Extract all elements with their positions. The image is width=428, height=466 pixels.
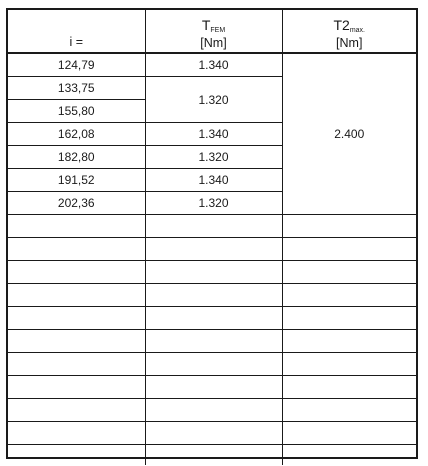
header-t-fem-symbol: T	[201, 17, 211, 33]
empty-cell	[8, 353, 145, 376]
empty-cell	[282, 445, 416, 466]
empty-cell	[145, 215, 282, 238]
empty-row	[8, 215, 416, 238]
cell-ratio: 182,80	[8, 146, 145, 169]
cell-t-fem: 1.320	[145, 146, 282, 169]
empty-cell	[8, 376, 145, 399]
empty-row	[8, 353, 416, 376]
header-t-fem-unit: [Nm]	[200, 36, 227, 50]
cell-ratio: 191,52	[8, 169, 145, 192]
empty-cell	[145, 330, 282, 353]
empty-cell	[145, 284, 282, 307]
empty-cell	[282, 399, 416, 422]
header-ratio	[8, 10, 145, 53]
empty-cell	[8, 330, 145, 353]
header-t2-max-symbol: T2	[333, 17, 350, 33]
cell-t-fem: 1.340	[145, 53, 282, 77]
empty-cell	[8, 284, 145, 307]
empty-cell	[282, 261, 416, 284]
empty-row	[8, 307, 416, 330]
empty-row	[8, 330, 416, 353]
empty-cell	[8, 215, 145, 238]
empty-cell	[8, 422, 145, 445]
ratio-torque-table	[8, 10, 416, 465]
cell-t-fem: 1.320	[145, 192, 282, 215]
empty-cell	[282, 215, 416, 238]
empty-cell	[8, 261, 145, 284]
empty-cell	[8, 445, 145, 466]
table-body	[8, 53, 416, 465]
empty-cell	[145, 376, 282, 399]
empty-cell	[282, 238, 416, 261]
empty-cell	[282, 376, 416, 399]
empty-cell	[145, 353, 282, 376]
empty-cell	[145, 422, 282, 445]
empty-cell	[145, 445, 282, 466]
cell-ratio: 133,75	[8, 77, 145, 100]
empty-row	[8, 399, 416, 422]
empty-cell	[145, 261, 282, 284]
empty-row	[8, 238, 416, 261]
empty-row	[8, 284, 416, 307]
header-t-fem-subscript: FEM	[210, 27, 226, 34]
cell-ratio: 202,36	[8, 192, 145, 215]
cell-ratio: 155,80	[8, 100, 145, 123]
empty-cell	[282, 353, 416, 376]
header-ratio-label: i =	[69, 35, 84, 49]
empty-cell	[282, 307, 416, 330]
empty-cell	[282, 422, 416, 445]
empty-cell	[8, 307, 145, 330]
table-row	[8, 53, 416, 77]
header-t2-max-subscript: max.	[349, 27, 365, 34]
empty-row	[8, 376, 416, 399]
empty-cell	[282, 330, 416, 353]
header-t-fem	[145, 10, 282, 53]
empty-cell	[145, 399, 282, 422]
empty-row	[8, 261, 416, 284]
cell-ratio: 124,79	[8, 53, 145, 77]
table-header-row	[8, 10, 416, 53]
empty-cell	[8, 399, 145, 422]
cell-t2-max: 2.400	[282, 53, 416, 215]
empty-cell	[145, 238, 282, 261]
header-t2-max-unit: [Nm]	[336, 36, 363, 50]
cell-ratio: 162,08	[8, 123, 145, 146]
empty-cell	[282, 284, 416, 307]
empty-cell	[8, 238, 145, 261]
spec-sheet	[6, 8, 418, 459]
header-t2-max	[282, 10, 416, 53]
cell-t-fem: 1.320	[145, 77, 282, 123]
cell-t-fem: 1.340	[145, 123, 282, 146]
empty-row	[8, 422, 416, 445]
empty-row	[8, 445, 416, 466]
cell-t-fem: 1.340	[145, 169, 282, 192]
empty-cell	[145, 307, 282, 330]
